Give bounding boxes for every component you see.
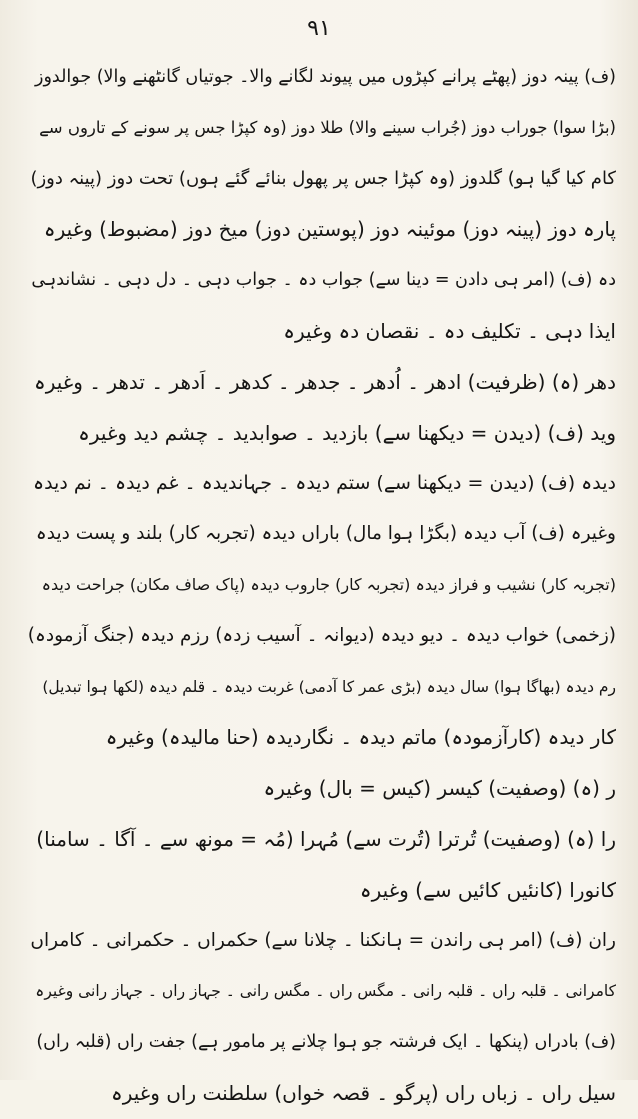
text-line: رم دیدہ (بھاگا ہوا) سال دیدہ (بڑی عمر کا آدمی) غربت دیدہ ۔ قلم دیدہ (لکھا ہوا تبدیل) [42, 677, 616, 696]
text-line: (بڑا سوا) جوراب دوز (جُراب سینے والا) طلا دوز (وہ کپڑا جس پر سونے کے تاروں سے [39, 117, 616, 137]
text-line: ران (ف) (امر ہی راندن = ہانکنا ۔ چلانا سے) حکمراں ۔ حکمرانی ۔ کامراں [30, 929, 616, 951]
text-line: (زخمی) خواب دیدہ ۔ دیو دیدہ (دیوانہ ۔ آسیب زدہ) رزم دیدہ (جنگ آزمودہ) [28, 624, 616, 646]
text-line: کار دیدہ (کارآزمودہ) ماتم دیدہ ۔ نگاردیدہ (حنا مالیدہ) وغیرہ [105, 725, 616, 750]
text-line: کانورا (کانئیں کائیں سے) وغیرہ [359, 877, 616, 902]
text-line: (تجربہ کار) نشیب و فراز دیدہ (تجربہ کار) جاروب دیدہ (پاک صاف مکان) جراحت دیدہ [41, 574, 616, 594]
text-line: را (ہ) (وصفیت) تُرترا (تُرت سے) مُہرا (مُہ = مونھ سے ۔ آگا ۔ سامنا) [36, 826, 616, 851]
text-line: ایذا دہی ۔ تکلیف دہ ۔ نقصان دہ وغیرہ [283, 318, 616, 343]
text-line: سیل راں ۔ زباں راں (پرگو ۔ قصہ خواں) سلطنت راں وغیرہ [110, 1080, 616, 1105]
text-line: دیدہ (ف) (دیدن = دیکھنا سے) ستم دیدہ ۔ جہاندیدہ ۔ غم دیدہ ۔ نم دیدہ [32, 472, 616, 495]
text-line: دہ (ف) (امر ہی دادن = دینا سے) جواب دہ ۔ جواب دہی ۔ دل دہی ۔ نشاندہی [31, 270, 616, 291]
text-line: (ف) بادراں (پنکھا ۔ ایک فرشتہ جو ہوا چلانے پر مامور ہے) جفت راں (قلبہ راں) [36, 1032, 616, 1053]
text-line: ر (ہ) (وصفیت) کیسر (کیس = بال) وغیرہ [263, 776, 616, 801]
text-line: (ف) پینہ دوز (پھٹے پرانے کپڑوں میں پیوند لگانے والا۔ جوتیاں گانٹھنے والا) جوالدوز [35, 67, 616, 87]
text-line: وید (ف) (دیدن = دیکھنا سے) بازدید ۔ صوابدید ۔ چشم دید وغیرہ [78, 420, 616, 445]
text-line: وغیرہ (ف) آب دیدہ (بگڑا ہوا مال) باراں دیدہ (تجربہ کار) بلند و پست دیدہ [35, 523, 616, 545]
text-line: کام کیا گیا ہو) گلدوز (وہ کپڑا جس پر پھول بنائے گئے ہوں) تحت دوز (پینہ دوز) [30, 167, 616, 189]
text-line: دھر (ہ) (ظرفیت) ادھر ۔ اُدھر ۔ جدھر ۔ کدھر ۔ اَدھر ۔ تدھر ۔ وغیرہ [33, 369, 616, 394]
text-line: پارہ دوز (پینہ دوز) موئینہ دوز (پوستین دوز) میخ دوز (مضبوط) وغیرہ [43, 217, 616, 242]
text-line: کامرانی ۔ قلبہ راں ۔ قلبہ رانی ۔ مگس راں ۔ مگس رانی ۔ جہاز راں ۔ جہاز رانی وغیرہ [35, 982, 616, 1001]
page-number: ۹۱ [307, 16, 331, 41]
page-body [28, 52, 616, 1119]
